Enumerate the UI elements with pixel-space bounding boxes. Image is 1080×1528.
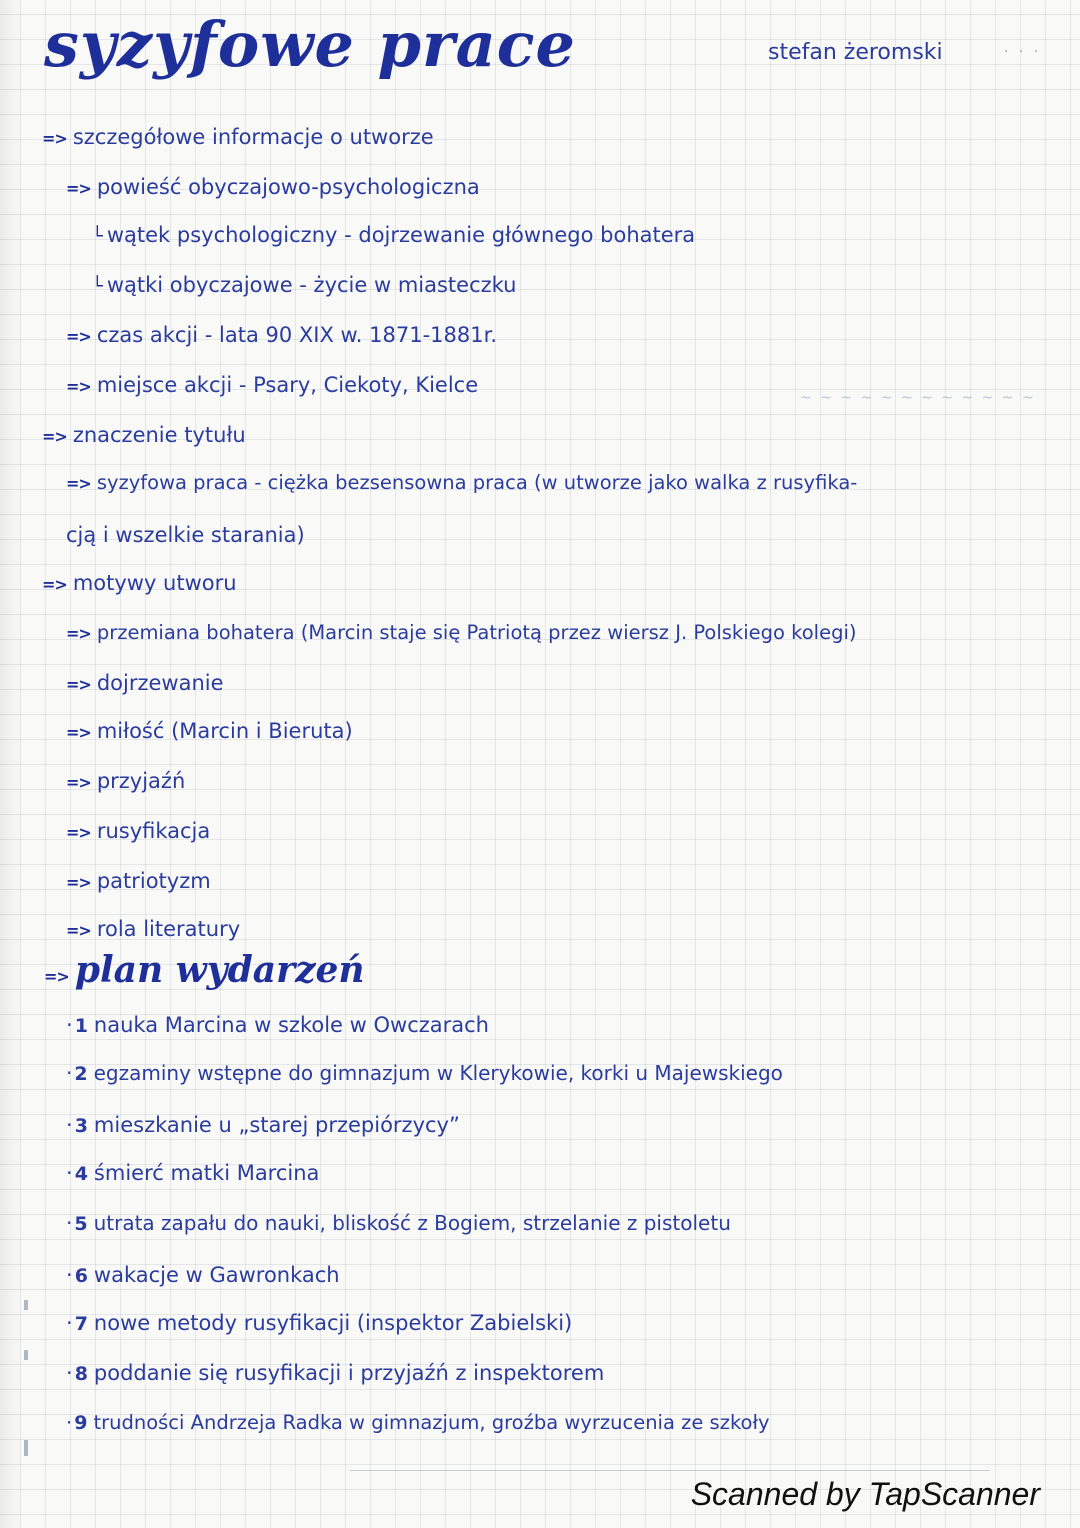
author-name: stefan żeromski [768,40,943,65]
hook-arrow-icon: └ [92,276,103,297]
section-heading-plan: => plan wydarzeń [44,949,365,991]
section-heading-info: => szczegółowe informacje o utworze [42,125,434,149]
section-heading-motifs: => motywy utworu [42,571,237,595]
motif-item: => rusyfikacja [66,819,211,843]
title-meaning-text: => syzyfowa praca - ciężka bezsensowna praca (w utworze jako walka z rusyfika- [66,471,858,494]
arrow-icon: => [66,823,91,842]
plan-item: · 9 trudności Andrzeja Radka w gimnazjum, groźba wyrzucenia ze szkoły [66,1411,770,1434]
arrow-icon: => [66,377,91,396]
arrow-icon: => [66,921,91,940]
motif-item: => dojrzewanie [66,671,224,695]
info-subitem: └ wątki obyczajowe - życie w miasteczku [92,273,517,297]
arrow-icon: => [66,675,91,694]
arrow-icon: => [42,575,67,594]
plan-item: · 1 nauka Marcina w szkole w Owczarach [66,1013,489,1037]
margin-mark [24,1350,28,1360]
plan-item: · 3 mieszkanie u „starej przepiórzycy” [66,1113,460,1137]
page-edge-shadow [0,0,22,1528]
scanner-watermark: Scanned by TapScanner [690,1476,1040,1512]
arrow-icon: => [66,474,91,493]
arrow-icon: => [66,723,91,742]
plan-item: · 5 utrata zapału do nauki, bliskość z Bogiem, strzelanie z pistoletu [66,1211,731,1235]
decorative-dots: · · · [1004,44,1042,60]
info-subitem: └ wątek psychologiczny - dojrzewanie głównego bohatera [92,223,696,247]
arrow-icon: => [42,129,67,148]
motif-item: => przemiana bohatera (Marcin staje się Patriotą przez wiersz J. Polskiego kolegi) [66,621,857,644]
section-heading-title-meaning: => znaczenie tytułu [42,423,246,447]
plan-item: · 6 wakacje w Gawronkach [66,1263,340,1287]
motif-item: => rola literatury [66,917,241,941]
page-title: syzyfowe prace [44,8,576,81]
info-item: => powieść obyczajowo-psychologiczna [66,175,480,199]
info-item: => miejsce akcji - Psary, Ciekoty, Kielce [66,373,479,397]
motif-item: => przyjaźń [66,769,186,793]
arrow-icon: => [66,179,91,198]
arrow-icon: => [66,773,91,792]
info-item: => czas akcji - lata 90 XIX w. 1871-1881r. [66,323,498,347]
motif-item: => patriotyzm [66,869,211,893]
arrow-icon: => [44,967,69,986]
arrow-icon: => [42,427,67,446]
arrow-icon: => [66,624,91,643]
faded-scribble: ~ ~ ~ ~ ~ ~ ~ ~ ~ ~ ~ ~ [800,390,1036,406]
title-meaning-text-continued: cją i wszelkie starania) [66,523,305,547]
plan-item: · 7 nowe metody rusyfikacji (inspektor Zabielski) [66,1311,573,1335]
motif-item: => miłość (Marcin i Bieruta) [66,719,353,743]
margin-mark [24,1440,28,1456]
plan-item: · 8 poddanie się rusyfikacji i przyjaźń z inspektorem [66,1361,605,1385]
arrow-icon: => [66,327,91,346]
plan-item: · 4 śmierć matki Marcina [66,1161,320,1185]
margin-mark [24,1300,28,1310]
footer-divider [350,1470,990,1471]
arrow-icon: => [66,873,91,892]
hook-arrow-icon: └ [92,226,103,247]
plan-item: · 2 egzaminy wstępne do gimnazjum w Klerykowie, korki u Majewskiego [66,1061,783,1085]
